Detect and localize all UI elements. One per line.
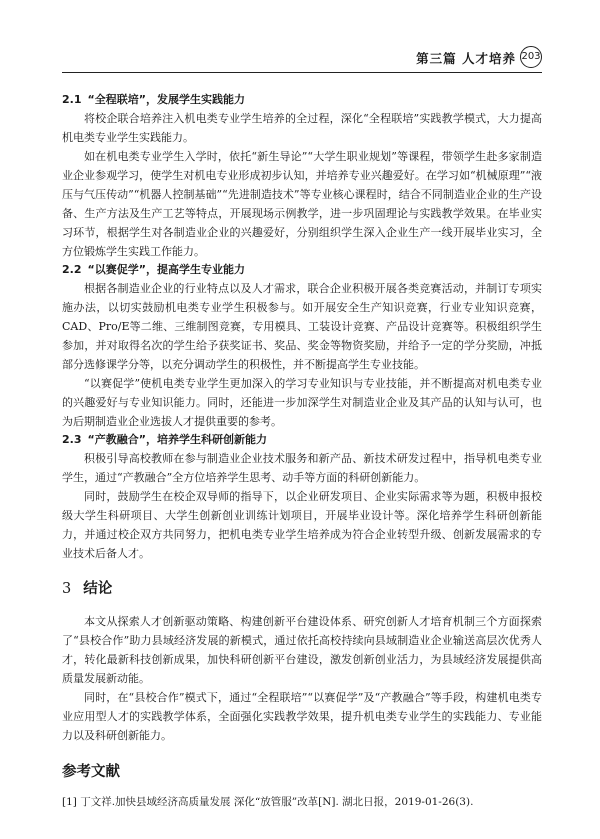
section-2-1	[62, 91, 542, 261]
page-body	[62, 91, 542, 811]
running-header	[62, 46, 542, 68]
section-conclusion	[62, 578, 542, 745]
reference-item: [1] 丁文祥.加快县域经济高质量发展 深化“放管服”改革[N]. 湖北日报，2019-01-26(3).	[62, 796, 474, 808]
header-section-title: 第三篇 人才培养	[416, 51, 516, 66]
section-2-2	[62, 261, 542, 431]
references-heading: 参考文献	[62, 764, 120, 780]
paragraph: 本文从探索人才创新驱动策略、构建创新平台建设体系、研究创新人才培育机制三个方面探索了“县校合作”助力县域经济发展的新模式，通过依托高校持续向县域制造业企业输送高层次优秀人才，转化最新科技创新成果，加快科研创新平台建设，激发创新创业活力，为县域经济发展提供高质量发展新动能。	[62, 615, 542, 685]
paragraph: 同时，在“县校合作”模式下，通过“全程联培”“以赛促学”及“产教融合”等手段，构建机电类专业应用型人才的实践教学体系，全面强化实践教学效果，提升机电类专业学生的实践能力、专业能力以及科研创新能力。	[62, 691, 542, 742]
references	[62, 761, 542, 811]
paragraph: 如在机电类专业学生入学时，依托“新生导论”“大学生职业规划”等课程，带领学生赴多家制造业企业参观学习，使学生对机电专业形成初步认知，并培养专业兴趣爱好。在学习如“机械原理”“液压与气压传动”“机器人控制基础”“先进制造技术”等专业核心课程时，结合不同制造业企业的生产设备、生产方法及生产工艺等特点，开展现场示例教学，进一步巩固理论与实践教学效果。在毕业实习环节，根据学生对各制造业企业的兴趣爱好，分别组织学生深入企业生产一线开展毕业实习，全方位锻炼学生实践工作能力。	[62, 150, 542, 258]
section-heading: 2.2 “以赛促学”，提高学生专业能力	[62, 263, 245, 276]
page-number: 203	[520, 46, 542, 68]
paragraph: “以赛促学”使机电类专业学生更加深入的学习专业知识与专业技能，并不断提高对机电类专业的兴趣爱好与专业知识能力。同时，还能进一步加深学生对制造业企业及其产品的认知与认可，也为后期制造业企业选拔人才提供重要的参考。	[62, 377, 542, 428]
section-heading: 2.1 “全程联培”，发展学生实践能力	[62, 93, 245, 106]
section-2-3	[62, 431, 542, 563]
paragraph: 根据各制造业企业的行业特点以及人才需求，联合企业积极开展各类竞赛活动，并制订专项实施办法，以切实鼓励机电类专业学生积极参与。如开展安全生产知识竞赛，行业专业知识竞赛，CAD、Pro/E等二维、三维制图竞赛，专用模具、工装设计竞赛、产品设计竞赛等。积极组织学生参加，并对取得名次的学生给予获奖证书、奖品、奖金等物资奖励，并给予一定的学分奖励，冲抵部分选修课学分等，以充分调动学生的积极性，并不断提高学生专业技能。	[62, 282, 542, 371]
section-heading: 2.3 “产教融合”，培养学生科研创新能力	[62, 433, 267, 446]
paragraph: 同时，鼓励学生在校企双导师的指导下，以企业研发项目、企业实际需求等为题，积极申报校级大学生科研项目、大学生创新创业训练计划项目，开展毕业设计等。深化培养学生科研创新能力，并通过校企双方共同努力，把机电类专业学生培养成为符合企业转型升级、创新发展需求的专业技术后备人才。	[62, 490, 542, 560]
paragraph: 将校企联合培养注入机电类专业学生培养的全过程，深化“全程联培”实践教学模式，大力提高机电类专业学生实践能力。	[62, 112, 542, 144]
paragraph: 积极引导高校教师在参与制造业企业技术服务和新产品、新技术研发过程中，指导机电类专业学生，通过“产教融合”全方位培养学生思考、动手等方面的科研创新能力。	[62, 452, 542, 484]
header-rule	[62, 72, 542, 73]
conclusion-heading: 3 结论	[62, 581, 113, 597]
